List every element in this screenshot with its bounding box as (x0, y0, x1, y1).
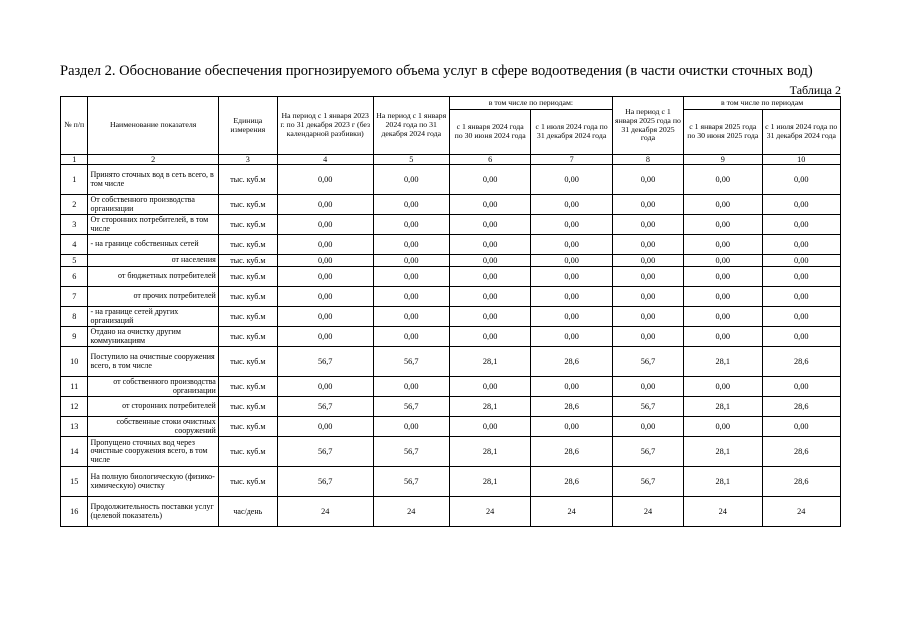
unit-cell: тыс. куб.м (218, 417, 277, 437)
header-unit: Единица измерения (218, 97, 277, 155)
value-cell: 0,00 (277, 287, 373, 307)
table-row (61, 287, 841, 307)
table-header (61, 97, 841, 165)
value-cell: 0,00 (762, 377, 841, 397)
indicator-name: - на границе сетей других организаций (88, 307, 218, 327)
value-cell: 0,00 (684, 165, 762, 195)
indicator-name: от прочих потребителей (88, 287, 218, 307)
data-table (60, 96, 841, 527)
header-name: Наименование показателя (88, 97, 218, 155)
indicator-name: Принято сточных вод в сеть всего, в том числе (88, 165, 218, 195)
column-number: 8 (612, 155, 683, 165)
value-cell: 0,00 (277, 417, 373, 437)
value-cell: 0,00 (373, 255, 449, 267)
table-row (61, 165, 841, 195)
value-cell: 0,00 (277, 327, 373, 347)
table-row (61, 195, 841, 215)
value-cell: 0,00 (373, 215, 449, 235)
header-h1-2025: с 1 января 2025 года по 30 июня 2025 года (684, 110, 762, 155)
header-period-2023: На период с 1 января 2023 г. по 31 декабря 2023 г (без календарной разбивки) (277, 97, 373, 155)
value-cell: 0,00 (449, 267, 530, 287)
row-number: 5 (61, 255, 88, 267)
value-cell: 0,00 (762, 307, 841, 327)
value-cell: 0,00 (612, 327, 683, 347)
value-cell: 0,00 (531, 267, 612, 287)
column-number: 2 (88, 155, 218, 165)
value-cell: 56,7 (612, 467, 683, 497)
row-number: 3 (61, 215, 88, 235)
value-cell: 0,00 (277, 255, 373, 267)
value-cell: 56,7 (612, 397, 683, 417)
value-cell: 28,6 (762, 397, 841, 417)
value-cell: 28,6 (531, 467, 612, 497)
column-number: 6 (449, 155, 530, 165)
table-row (61, 327, 841, 347)
value-cell: 28,6 (762, 437, 841, 467)
unit-cell: тыс. куб.м (218, 215, 277, 235)
value-cell: 0,00 (277, 235, 373, 255)
value-cell: 0,00 (531, 307, 612, 327)
unit-cell: тыс. куб.м (218, 377, 277, 397)
indicator-name: от бюджетных потребителей (88, 267, 218, 287)
column-number: 7 (531, 155, 612, 165)
value-cell: 28,1 (449, 437, 530, 467)
header-incl-2024: в том числе по периодам: (449, 97, 612, 110)
header-h1-2024: с 1 января 2024 года по 30 июня 2024 года (449, 110, 530, 155)
value-cell: 0,00 (449, 215, 530, 235)
header-period-2024: На период с 1 января 2024 года по 31 декабря 2024 года (373, 97, 449, 155)
value-cell: 0,00 (684, 287, 762, 307)
value-cell: 28,1 (684, 397, 762, 417)
column-number: 3 (218, 155, 277, 165)
value-cell: 0,00 (531, 377, 612, 397)
value-cell: 0,00 (684, 377, 762, 397)
value-cell: 24 (762, 497, 841, 527)
unit-cell: тыс. куб.м (218, 287, 277, 307)
row-number: 14 (61, 437, 88, 467)
value-cell: 0,00 (531, 287, 612, 307)
indicator-name: От сторонних потребителей, в том числе (88, 215, 218, 235)
value-cell: 0,00 (449, 255, 530, 267)
header-h2-2025: с 1 июля 2024 года по 31 декабря 2024 года (762, 110, 841, 155)
value-cell: 28,1 (449, 397, 530, 417)
value-cell: 0,00 (684, 417, 762, 437)
value-cell: 0,00 (612, 165, 683, 195)
table-row (61, 417, 841, 437)
value-cell: 24 (684, 497, 762, 527)
value-cell: 0,00 (531, 165, 612, 195)
value-cell: 56,7 (373, 467, 449, 497)
value-cell: 0,00 (449, 307, 530, 327)
table-row (61, 215, 841, 235)
value-cell: 0,00 (531, 255, 612, 267)
value-cell: 0,00 (684, 195, 762, 215)
indicator-name: На полную биологическую (физико-химическую) очистку (88, 467, 218, 497)
value-cell: 0,00 (449, 287, 530, 307)
value-cell: 0,00 (762, 195, 841, 215)
table-label: Таблица 2 (789, 83, 841, 97)
table-row (61, 347, 841, 377)
unit-cell: тыс. куб.м (218, 437, 277, 467)
unit-cell: час/день (218, 497, 277, 527)
value-cell: 0,00 (277, 377, 373, 397)
value-cell: 0,00 (449, 417, 530, 437)
value-cell: 0,00 (531, 417, 612, 437)
value-cell: 0,00 (612, 417, 683, 437)
column-number-row (61, 155, 841, 165)
unit-cell: тыс. куб.м (218, 327, 277, 347)
value-cell: 0,00 (373, 195, 449, 215)
table-row (61, 437, 841, 467)
value-cell: 0,00 (762, 215, 841, 235)
value-cell: 24 (449, 497, 530, 527)
unit-cell: тыс. куб.м (218, 467, 277, 497)
value-cell: 0,00 (531, 215, 612, 235)
value-cell: 0,00 (684, 235, 762, 255)
unit-cell: тыс. куб.м (218, 347, 277, 377)
value-cell: 0,00 (373, 165, 449, 195)
header-incl-2025: в том числе по периодам (684, 97, 841, 110)
header-num: № п/п (61, 97, 88, 155)
value-cell: 56,7 (612, 347, 683, 377)
table-row (61, 255, 841, 267)
value-cell: 56,7 (373, 397, 449, 417)
row-number: 11 (61, 377, 88, 397)
row-number: 7 (61, 287, 88, 307)
unit-cell: тыс. куб.м (218, 255, 277, 267)
value-cell: 28,1 (449, 467, 530, 497)
value-cell: 0,00 (449, 195, 530, 215)
indicator-name: Отдано на очистку другим коммуникациям (88, 327, 218, 347)
value-cell: 56,7 (373, 437, 449, 467)
indicator-name: Продолжительность поставки услуг (целевой показатель) (88, 497, 218, 527)
value-cell: 0,00 (531, 235, 612, 255)
value-cell: 0,00 (373, 267, 449, 287)
value-cell: 56,7 (373, 347, 449, 377)
value-cell: 0,00 (449, 327, 530, 347)
value-cell: 56,7 (277, 467, 373, 497)
table-body (61, 165, 841, 527)
value-cell: 0,00 (373, 417, 449, 437)
value-cell: 0,00 (612, 195, 683, 215)
row-number: 4 (61, 235, 88, 255)
value-cell: 0,00 (531, 327, 612, 347)
value-cell: 0,00 (762, 165, 841, 195)
indicator-name: от населения (88, 255, 218, 267)
value-cell: 0,00 (449, 377, 530, 397)
column-number: 5 (373, 155, 449, 165)
value-cell: 28,6 (762, 347, 841, 377)
value-cell: 0,00 (373, 377, 449, 397)
value-cell: 0,00 (277, 267, 373, 287)
value-cell: 0,00 (684, 327, 762, 347)
indicator-name: Поступило на очистные сооружения всего, в том числе (88, 347, 218, 377)
unit-cell: тыс. куб.м (218, 165, 277, 195)
value-cell: 28,1 (684, 347, 762, 377)
value-cell: 0,00 (762, 235, 841, 255)
value-cell: 56,7 (612, 437, 683, 467)
table-row (61, 267, 841, 287)
value-cell: 28,1 (449, 347, 530, 377)
table-row (61, 377, 841, 397)
indicator-name: От собственного производства организации (88, 195, 218, 215)
value-cell: 24 (277, 497, 373, 527)
row-number: 8 (61, 307, 88, 327)
value-cell: 0,00 (277, 165, 373, 195)
value-cell: 24 (373, 497, 449, 527)
value-cell: 0,00 (277, 215, 373, 235)
value-cell: 0,00 (277, 195, 373, 215)
table-row (61, 235, 841, 255)
value-cell: 0,00 (762, 267, 841, 287)
value-cell: 56,7 (277, 397, 373, 417)
value-cell: 0,00 (612, 235, 683, 255)
row-number: 10 (61, 347, 88, 377)
header-period-2025: На период с 1 января 2025 года по 31 декабря 2025 года (612, 97, 683, 155)
value-cell: 28,6 (762, 467, 841, 497)
indicator-name: от сторонних потребителей (88, 397, 218, 417)
table-row (61, 307, 841, 327)
unit-cell: тыс. куб.м (218, 195, 277, 215)
table-row (61, 467, 841, 497)
column-number: 10 (762, 155, 841, 165)
value-cell: 0,00 (684, 307, 762, 327)
row-number: 16 (61, 497, 88, 527)
value-cell: 28,1 (684, 437, 762, 467)
value-cell: 28,1 (684, 467, 762, 497)
indicator-name: Пропущено сточных вод через очистные сооружения всего, в том числе (88, 437, 218, 467)
value-cell: 0,00 (684, 267, 762, 287)
indicator-name: от собственного производства организации (88, 377, 218, 397)
row-number: 12 (61, 397, 88, 417)
value-cell: 0,00 (373, 287, 449, 307)
table-row (61, 497, 841, 527)
value-cell: 0,00 (762, 287, 841, 307)
value-cell: 24 (531, 497, 612, 527)
column-number: 1 (61, 155, 88, 165)
value-cell: 0,00 (612, 215, 683, 235)
value-cell: 0,00 (373, 327, 449, 347)
unit-cell: тыс. куб.м (218, 397, 277, 417)
row-number: 15 (61, 467, 88, 497)
value-cell: 0,00 (684, 255, 762, 267)
row-number: 1 (61, 165, 88, 195)
value-cell: 0,00 (762, 255, 841, 267)
column-number: 9 (684, 155, 762, 165)
value-cell: 28,6 (531, 437, 612, 467)
value-cell: 0,00 (612, 377, 683, 397)
column-number: 4 (277, 155, 373, 165)
value-cell: 0,00 (449, 165, 530, 195)
value-cell: 24 (612, 497, 683, 527)
header-h2-2024: с 1 июля 2024 года по 31 декабря 2024 года (531, 110, 612, 155)
section-title: Раздел 2. Обоснование обеспечения прогнозируемого объема услуг в сфере водоотведения (в части очистки сточных вод) (60, 63, 813, 79)
value-cell: 28,6 (531, 397, 612, 417)
table-row (61, 397, 841, 417)
unit-cell: тыс. куб.м (218, 235, 277, 255)
value-cell: 56,7 (277, 437, 373, 467)
value-cell: 56,7 (277, 347, 373, 377)
value-cell: 0,00 (612, 255, 683, 267)
value-cell: 0,00 (612, 287, 683, 307)
unit-cell: тыс. куб.м (218, 267, 277, 287)
value-cell: 0,00 (531, 195, 612, 215)
indicator-name: - на границе собственных сетей (88, 235, 218, 255)
value-cell: 0,00 (684, 215, 762, 235)
value-cell: 0,00 (449, 235, 530, 255)
value-cell: 0,00 (373, 307, 449, 327)
value-cell: 0,00 (762, 417, 841, 437)
value-cell: 0,00 (373, 235, 449, 255)
value-cell: 0,00 (612, 267, 683, 287)
indicator-name: собственные стоки очистных сооружений (88, 417, 218, 437)
row-number: 2 (61, 195, 88, 215)
row-number: 9 (61, 327, 88, 347)
row-number: 6 (61, 267, 88, 287)
value-cell: 0,00 (762, 327, 841, 347)
unit-cell: тыс. куб.м (218, 307, 277, 327)
value-cell: 0,00 (612, 307, 683, 327)
value-cell: 28,6 (531, 347, 612, 377)
value-cell: 0,00 (277, 307, 373, 327)
row-number: 13 (61, 417, 88, 437)
